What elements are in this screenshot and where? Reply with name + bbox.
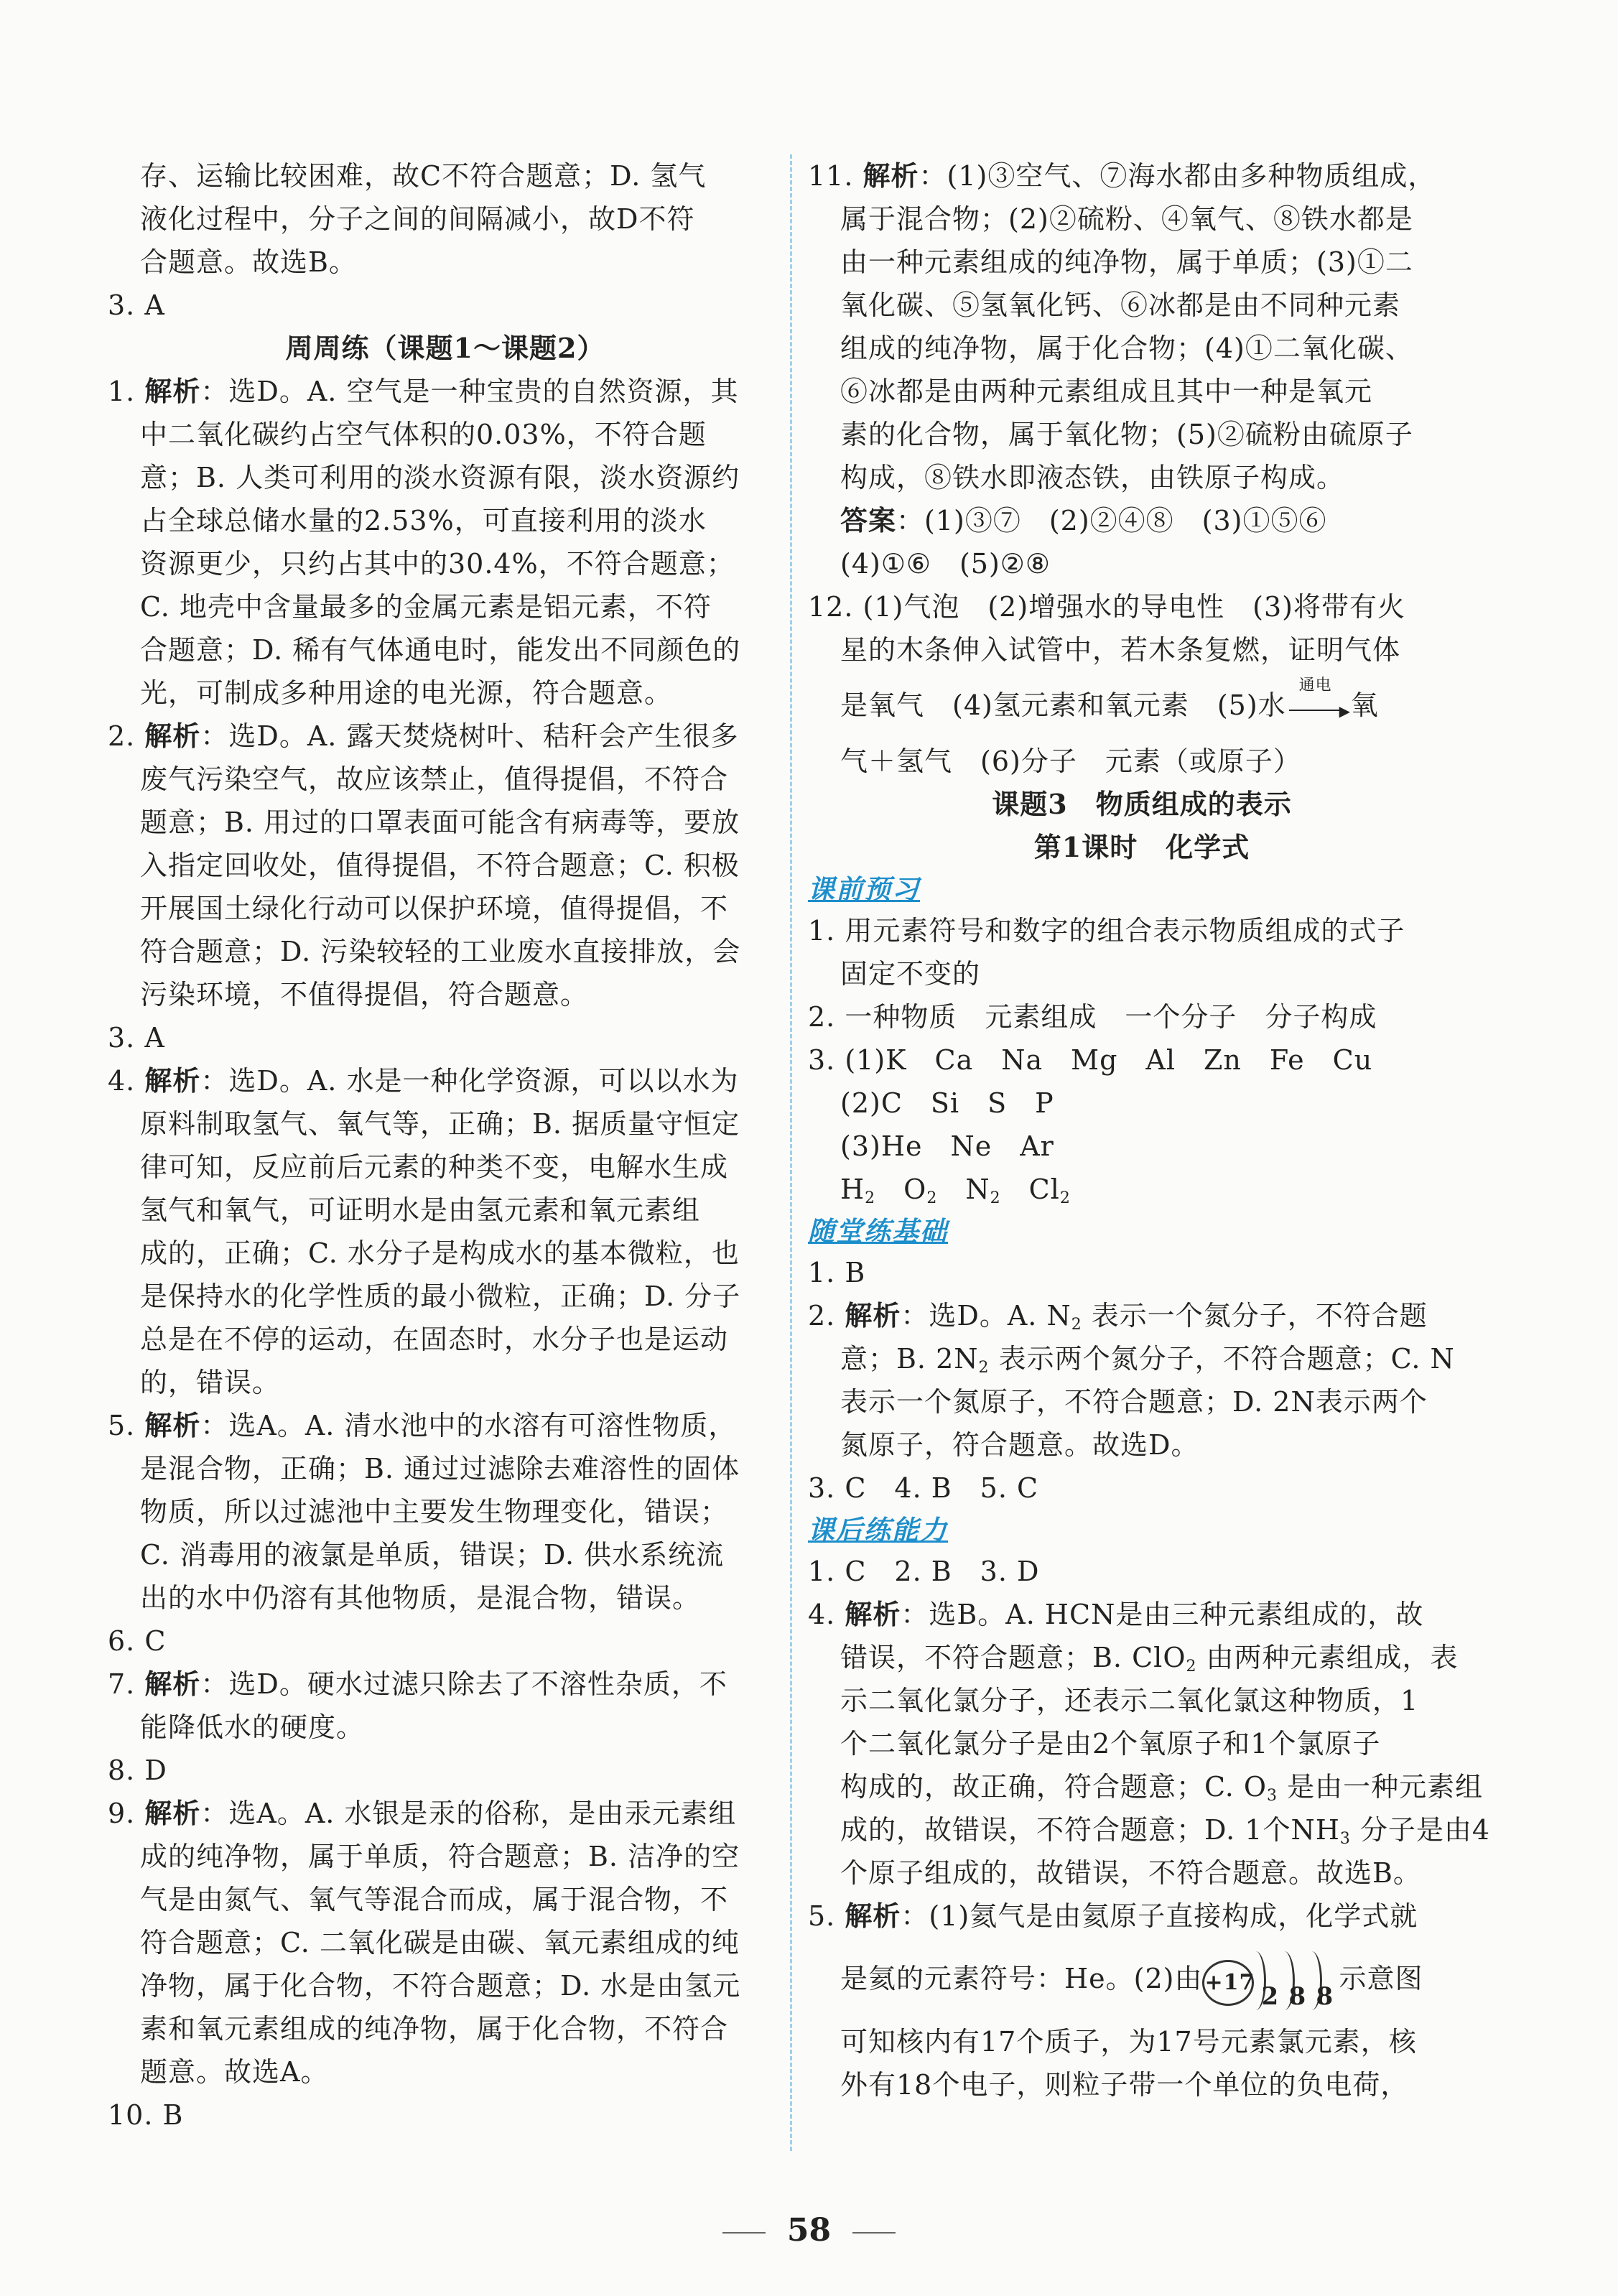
formula-symbol: H: [840, 1173, 865, 1205]
text-line: 光，可制成多种用途的电光源，符合题意。: [140, 677, 673, 709]
section-after-class: 课后练能力: [808, 1514, 948, 1546]
text-line: 题意。故选A。: [140, 2056, 329, 2088]
text-line: 分子是由4: [1350, 1814, 1491, 1846]
text-line: 气＋氢气 (6)分子 元素（或原子）: [840, 745, 1301, 777]
answer-6: 6. C: [108, 1625, 167, 1657]
subscript: 3: [1339, 1830, 1351, 1848]
text-line: ：选D。硬水过滤只除去了不溶性杂质，不: [200, 1668, 727, 1700]
text-line: ：选B。A. HCN是由三种元素组成的，故: [901, 1599, 1424, 1630]
text-line: 由两种元素组成，表: [1196, 1642, 1459, 1673]
text-line: 意；B. 人类可利用的淡水资源有限，淡水资源约: [140, 462, 740, 493]
text-line: 开展国土绿化行动可以保护环境，值得提倡，不: [140, 893, 729, 924]
question-number: 4.: [108, 1065, 136, 1097]
question-4: [108, 1059, 783, 1102]
text-line: 的，错误。: [140, 1367, 281, 1398]
text-line: 律可知，反应前后元素的种类不变，电解水生成: [140, 1151, 729, 1183]
question-number: 4.: [808, 1599, 836, 1630]
section-preview: 课前预习: [808, 873, 920, 905]
question-number: 2.: [108, 720, 136, 752]
analysis-tag: 解析: [845, 1900, 901, 1932]
text-line: 个原子组成的，故错误，不符合题意。故选B。: [840, 1857, 1421, 1889]
analysis-tag: 解析: [144, 1409, 201, 1441]
subscript: 2: [1059, 1189, 1071, 1207]
atom-structure-line: [808, 1945, 1476, 2013]
text-line: 中二氧化碳约占空气体积的0.03%，不符合题: [140, 419, 707, 450]
answer-8: 8. D: [108, 1754, 167, 1786]
analysis-tag: 解析: [845, 1299, 901, 1331]
text-line: [808, 1765, 1484, 1808]
text-line: 属于混合物；(2)②硫粉、④氧气、⑧铁水都是: [840, 203, 1413, 235]
answer-3: 3. A: [108, 289, 165, 321]
equation-line: [808, 671, 1476, 740]
page-footer: [0, 2212, 1618, 2249]
text-line: 由一种元素组成的纯净物，属于单质；(3)①二: [840, 246, 1413, 278]
subscript: 2: [865, 1189, 876, 1207]
text-line: 示二氧化氯分子，还表示二氧化氯这种物质，1: [840, 1685, 1419, 1716]
text-line: 氧: [1350, 689, 1379, 721]
text-line: 表示一个氮分子，不符合题: [1082, 1300, 1428, 1331]
subscript: 2: [978, 1359, 990, 1377]
answer-c1: 1. C 2. B 3. D: [808, 1556, 1040, 1587]
text-line: ⑥冰都是由两种元素组成且其中一种是氧元: [840, 376, 1373, 407]
question-number: 11.: [808, 160, 854, 192]
text-line: 符合题意；D. 污染较轻的工业废水直接排放，会: [140, 936, 741, 967]
text-line: (3)He Ne Ar: [840, 1130, 1054, 1162]
text-line: 物质，所以过滤池中主要发生物理变化，错误；: [140, 1496, 729, 1528]
lesson-title: 课题3 物质组成的表示: [992, 788, 1292, 820]
text-line: 符合题意；C. 二氧化碳是由碳、氧元素组成的纯: [140, 1927, 740, 1958]
text-line: 素和氧元素组成的纯净物，属于化合物，不符合: [140, 2013, 729, 2045]
footer-rule: [852, 2232, 896, 2234]
question-number: 5.: [808, 1900, 836, 1932]
question-number: 1.: [108, 376, 136, 407]
text-line: 成的纯净物，属于单质，符合题意；B. 洁净的空: [140, 1841, 740, 1872]
question-number: 9.: [108, 1798, 136, 1829]
shell-electrons: 8: [1288, 1982, 1307, 2011]
text-line: 表示两个氮分子，不符合题意；C. N: [989, 1343, 1455, 1375]
text-line: 合题意；D. 稀有气体通电时，能发出不同颜色的: [140, 634, 741, 666]
analysis-tag: 解析: [863, 159, 919, 192]
left-column: [108, 154, 783, 2137]
question-11: [808, 154, 1476, 197]
text-line: 可知核内有17个质子，为17号元素氯元素，核: [840, 2026, 1417, 2058]
analysis-tag: 解析: [144, 1064, 201, 1097]
text-line: ：选A。A. 清水池中的水溶有可溶性物质，: [200, 1410, 737, 1441]
text-line: 是混合物，正确；B. 通过过滤除去难溶性的固体: [140, 1453, 740, 1484]
answer-3b: 3. A: [108, 1022, 165, 1054]
text-line: ：选D。A. 水是一种化学资源，可以以水为: [200, 1065, 739, 1097]
text-line: ：(1)③空气、⑦海水都由多种物质组成，: [919, 160, 1436, 192]
section-basic: 随堂练基础: [808, 1215, 948, 1247]
text-line: ：(1)③⑦ (2)②④⑧ (3)①⑤⑥: [896, 505, 1327, 536]
text-line: 资源更少，只约占其中的30.4%，不符合题意；: [140, 548, 735, 580]
text-line: 外有18个电子，则粒子带一个单位的负电荷，: [840, 2069, 1409, 2101]
text-line: 净物，属于化合物，不符合题意；D. 水是由氢元: [140, 1970, 741, 2002]
text-line: 构成的，故正确，符合题意；C. O: [840, 1771, 1268, 1803]
text-line: (2)C Si S P: [840, 1087, 1054, 1119]
subscript: 2: [1071, 1316, 1082, 1334]
question-12: 12. (1)气泡 (2)增强水的导电性 (3)将带有火: [808, 591, 1405, 623]
text-line: 是保持水的化学性质的最小微粒，正确；D. 分子: [140, 1281, 741, 1312]
text-line: 是氦的元素符号：He。(2)由: [840, 1963, 1203, 1994]
atom-structure-diagram: [1202, 1947, 1339, 2015]
footer-rule: [722, 2232, 766, 2234]
question-number: 2.: [808, 1300, 836, 1331]
answer-10: 10. B: [108, 2099, 184, 2131]
formula-line: [808, 1168, 1476, 1211]
analysis-tag: 解析: [845, 1598, 901, 1630]
question-c5: [808, 1895, 1476, 1938]
text-line: 出的水中仍溶有其他物质，是混合物，错误。: [140, 1582, 701, 1614]
text-line: 气是由氮气、氧气等混合而成，属于混合物，不: [140, 1884, 729, 1915]
right-column: [808, 154, 1491, 2106]
question-7: [108, 1663, 783, 1706]
arrow-shaft: [1289, 710, 1345, 711]
analysis-tag: 解析: [144, 720, 201, 752]
text-line: 废气污染空气，故应该禁止，值得提倡，不符合: [140, 763, 729, 795]
question-9: [108, 1792, 783, 1835]
text-line: 错误，不符合题意；B. ClO: [840, 1642, 1186, 1673]
text-line: ：选D。A. N: [901, 1300, 1071, 1331]
text-line: 3. (1)K Ca Na Mg Al Zn Fe Cu: [808, 1044, 1373, 1076]
text-line: (4)①⑥ (5)②⑧: [840, 548, 1051, 580]
text-line: [808, 1636, 1476, 1679]
question-c4: [808, 1593, 1476, 1636]
text-line: 原料制取氢气、氧气等，正确；B. 据质量守恒定: [140, 1108, 740, 1140]
shell-electrons: 8: [1316, 1982, 1334, 2011]
subscript: 3: [1267, 1787, 1278, 1805]
text-line: 总是在不停的运动，在固态时，水分子也是运动: [140, 1324, 729, 1355]
subscript: 2: [1186, 1658, 1197, 1675]
text-line: 是由一种元素组: [1278, 1771, 1484, 1803]
text-line: 氮原子，符合题意。故选D。: [840, 1429, 1199, 1461]
arrow-head-icon: ▶: [1339, 702, 1352, 720]
text-line: 是氧气 (4)氢元素和氧元素 (5)水: [840, 689, 1286, 721]
text-line: 个二氧化氯分子是由2个氧原子和1个氯原子: [840, 1728, 1381, 1760]
text-line: 污染环境，不值得提倡，符合题意。: [140, 979, 589, 1010]
text-line: 固定不变的: [840, 958, 981, 990]
question-number: 7.: [108, 1668, 136, 1700]
text-line: 表示一个氮原子，不符合题意；D. 2N表示两个: [840, 1386, 1428, 1418]
analysis-tag: 解析: [144, 1668, 201, 1700]
question-5: [108, 1404, 783, 1447]
text-line: 题意；B. 用过的口罩表面可能含有病毒等，要放: [140, 807, 740, 838]
answer-tag: 答案: [840, 504, 897, 536]
period-title: 第1课时 化学式: [1033, 831, 1250, 863]
text-line: 组成的纯净物，属于化合物；(4)①二氧化碳、: [840, 333, 1413, 364]
text-line: 构成，⑧铁水即液态铁，由铁原子构成。: [840, 462, 1345, 493]
text-line: 能降低水的硬度。: [140, 1711, 365, 1743]
text-line: 成的，故错误，不符合题意；D. 1个NH: [840, 1814, 1340, 1846]
page-number: 58: [786, 2212, 832, 2249]
text-line: 成的，正确；C. 水分子是构成水的基本微粒，也: [140, 1237, 740, 1269]
question-number: 5.: [108, 1410, 136, 1441]
text-line: ：选D。A. 露天焚烧树叶、秸秆会产生很多: [200, 720, 739, 752]
weekly-practice-title: 周周练（课题1～课题2）: [285, 332, 605, 364]
text-line: ：选D。A. 空气是一种宝贵的自然资源，其: [200, 376, 739, 407]
nucleus: +17: [1202, 1960, 1254, 2006]
shell-electrons: 2: [1261, 1982, 1280, 2011]
question-b2: [808, 1294, 1476, 1337]
answer-line: [808, 499, 1476, 542]
text-line: C. 地壳中含量最多的金属元素是铝元素，不符: [140, 591, 712, 623]
text-line: 星的木条伸入试管中，若木条复燃，证明气体: [840, 634, 1401, 666]
text-line: 1. 用元素符号和数字的组合表示物质组成的式子: [808, 915, 1405, 947]
answer-b1: 1. B: [808, 1257, 866, 1288]
text-line: 示意图: [1339, 1963, 1423, 1994]
text-line: 入指定回收处，值得提倡，不符合题意；C. 积极: [140, 850, 740, 881]
text-line: ：选A。A. 水银是汞的俗称，是由汞元素组: [200, 1798, 737, 1829]
text-line: C. 消毒用的液氯是单质，错误；D. 供水系统流: [140, 1539, 725, 1571]
reaction-arrow: [1286, 676, 1352, 722]
text-line: 氢气和氧气，可证明水是由氢元素和氧元素组: [140, 1194, 701, 1226]
question-2: [108, 715, 783, 758]
text-line: 2. 一种物质 元素组成 一个分子 分子构成: [808, 1001, 1377, 1033]
text-line: 氧化碳、⑤氢氧化钙、⑥冰都是由不同种元素: [840, 289, 1401, 321]
text-line: 存、运输比较困难，故C不符合题意；D. 氢气: [140, 160, 707, 192]
question-1: [108, 370, 783, 413]
formula-symbol: N: [965, 1173, 990, 1205]
text-line: 素的化合物，属于氧化物；(5)②硫粉由硫原子: [840, 419, 1413, 450]
text-line: 占全球总储水量的2.53%，可直接利用的淡水: [140, 505, 707, 536]
analysis-tag: 解析: [144, 375, 201, 407]
text-line: 液化过程中，分子之间的间隔减小，故D不符: [140, 203, 695, 235]
text-line: [808, 1337, 1476, 1380]
answer-b3: 3. C 4. B 5. C: [808, 1472, 1039, 1504]
text-line: [808, 1808, 1491, 1851]
text-line: ：(1)氦气是由氦原子直接构成，化学式就: [901, 1900, 1418, 1932]
formula-symbol: Cl: [1028, 1173, 1060, 1205]
formula-symbol: O: [903, 1173, 927, 1205]
subscript: 2: [926, 1189, 938, 1207]
column-divider: [790, 154, 792, 2151]
text-line: 意；B. 2N: [840, 1343, 979, 1375]
text-line: 合题意。故选B。: [140, 246, 357, 278]
analysis-tag: 解析: [144, 1797, 201, 1829]
arrow-condition: 通电: [1298, 676, 1332, 694]
subscript: 2: [990, 1189, 1001, 1207]
